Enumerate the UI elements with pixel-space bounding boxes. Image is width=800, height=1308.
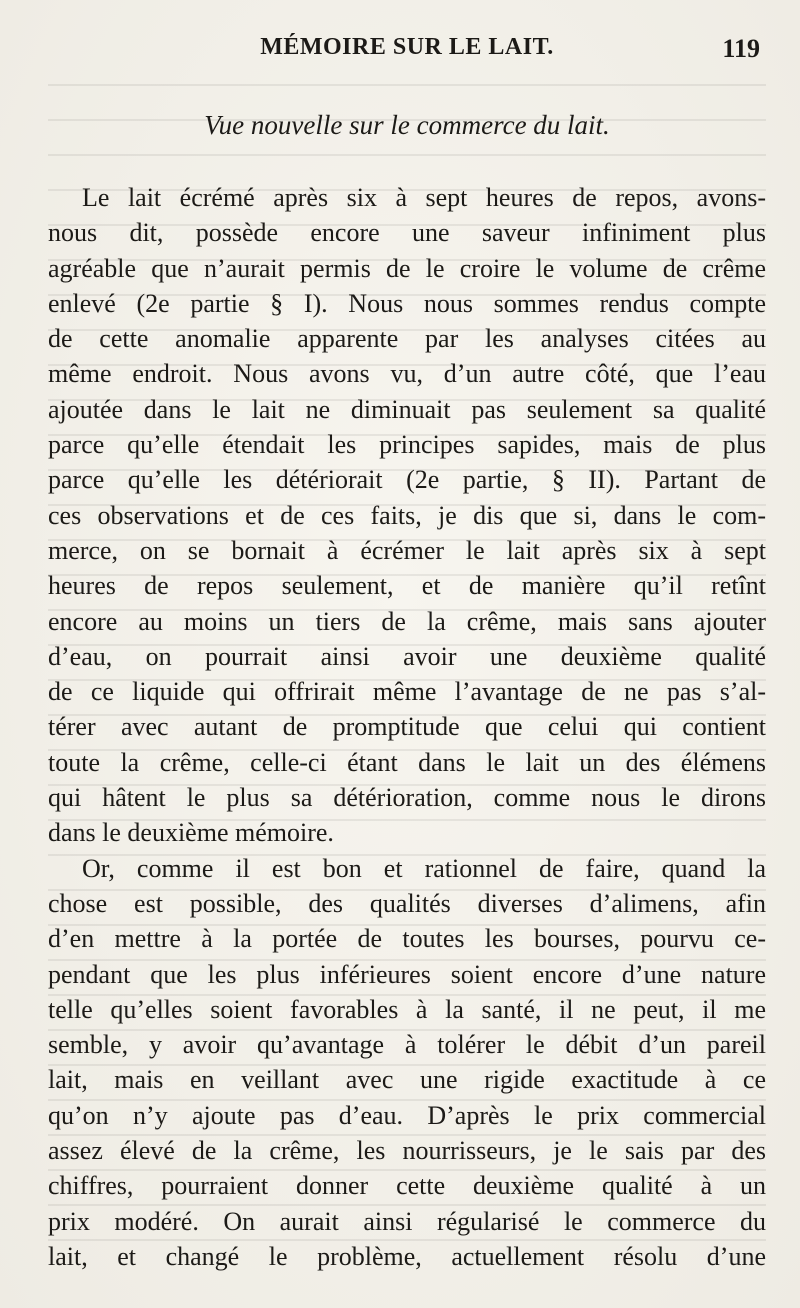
text-line: toute la crême, celle-ci étant dans le lait un des élémens — [48, 747, 766, 777]
text-line: nous dit, possède encore une saveur infiniment plus — [48, 218, 766, 248]
text-line: de cette anomalie apparente par les analyses citées au — [48, 324, 766, 354]
text-line: d’eau, on pourrait ainsi avoir une deuxième qualité — [48, 641, 766, 671]
text-line: prix modéré. On aurait ainsi régularisé le commerce du — [48, 1206, 766, 1236]
text-line: semble, y avoir qu’avantage à tolérer le débit d’un pareil — [48, 1030, 766, 1060]
body-text — [48, 180, 766, 1274]
text-line: de ce liquide qui offrirait même l’avantage de ne pas s’al- — [48, 677, 766, 707]
text-line: même endroit. Nous avons vu, d’un autre côté, que l’eau — [48, 359, 766, 389]
text-line: lait, mais en veillant avec une rigide exactitude à ce — [48, 1065, 766, 1095]
text-line: ces observations et de ces faits, je dis que si, dans le com- — [48, 500, 766, 530]
text-line: ajoutée dans le lait ne diminuait pas seulement sa qualité — [48, 394, 766, 424]
text-line: heures de repos seulement, et de manière qu’il retînt — [48, 571, 766, 601]
running-header — [48, 34, 766, 70]
text-line: d’en mettre à la portée de toutes les bourses, pourvu ce- — [48, 924, 766, 954]
text-line: parce qu’elle étendait les principes sapides, mais de plus — [48, 430, 766, 460]
text-line: chiffres, pourraient donner cette deuxième qualité à un — [48, 1171, 766, 1201]
text-line: agréable que n’aurait permis de le croire le volume de crême — [48, 253, 766, 283]
running-title: MÉMOIRE SUR LE LAIT. — [260, 34, 554, 60]
text-line: qu’on n’y ajoute pas d’eau. D’après le prix commercial — [48, 1100, 766, 1130]
text-line: merce, on se bornait à écrémer le lait après six à sept — [48, 535, 766, 565]
text-line: dans le deuxième mémoire. — [48, 818, 334, 848]
text-line: enlevé (2e partie § I). Nous nous sommes rendus compte — [48, 288, 766, 318]
text-line: lait, et changé le problème, actuellement résolu d’une — [48, 1241, 766, 1271]
text-line: térer avec autant de promptitude que celui qui contient — [48, 712, 766, 742]
section-heading: Vue nouvelle sur le commerce du lait. — [204, 110, 610, 140]
text-line: encore au moins un tiers de la crême, mais sans ajouter — [48, 606, 766, 636]
text-line: chose est possible, des qualités diverses d’alimens, afin — [48, 888, 766, 918]
text-line: Or, comme il est bon et rationnel de faire, quand la — [82, 853, 766, 883]
text-line: telle qu’elles soient favorables à la santé, il ne peut, il me — [48, 994, 766, 1024]
text-line: parce qu’elle les détériorait (2e partie, § II). Partant de — [48, 465, 766, 495]
page-number: 119 — [722, 34, 760, 63]
text-line: pendant que les plus inférieures soient encore d’une nature — [48, 959, 766, 989]
text-line: assez élevé de la crême, les nourrisseurs, je le sais par des — [48, 1136, 766, 1166]
text-line: qui hâtent le plus sa détérioration, comme nous le dirons — [48, 783, 766, 813]
text-line: Le lait écrémé après six à sept heures de repos, avons- — [82, 183, 766, 212]
